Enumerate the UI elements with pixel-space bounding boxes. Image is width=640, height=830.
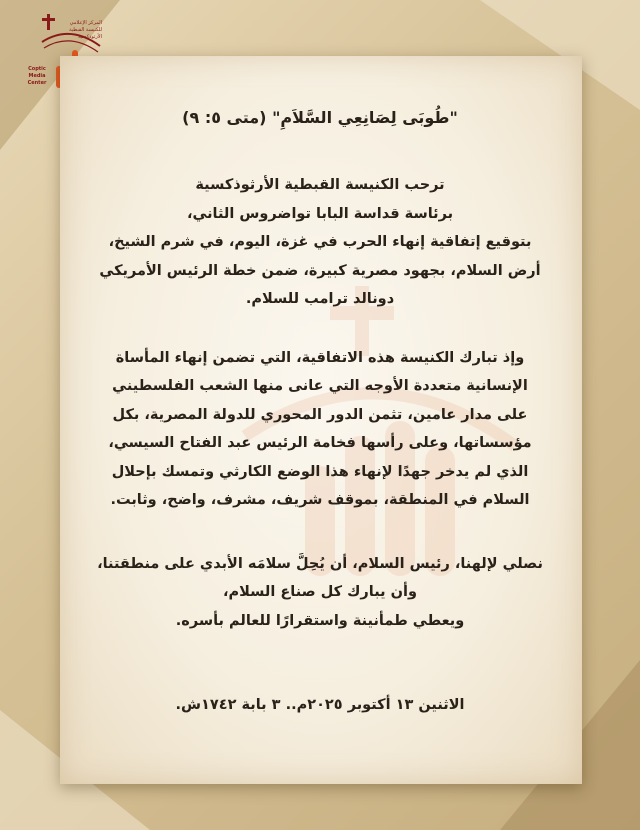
text-line: وأن يبارك كل صناع السلام، (223, 584, 417, 600)
bible-verse-heading: "طُوبَى لِصَانِعِي السَّلاَمِ" (متى ٥: ٩) (182, 108, 458, 127)
logo-arabic-text: المركز الإعلامي للكنيسة القبطية الأرثوذكسية (69, 20, 102, 40)
text-line: بتوقيع إتفاقية إنهاء الحرب في غزة، اليوم، في شرم الشيخ، (108, 234, 532, 250)
text-line: دونالد ترامب للسلام. (245, 291, 395, 307)
statement-date: الاثنين ١٣ أكتوبر ٢٠٢٥م.. ٣ بابة ١٧٤٢ش. (175, 697, 465, 713)
statement-content (95, 108, 545, 713)
paragraph-blessing (95, 344, 545, 515)
text-line: على مدار عامين، تثمن الدور المحوري للدولة المصرية، بكل (112, 406, 528, 423)
text-line: برئاسة قداسة البابا تواضروس الثاني، (186, 205, 454, 222)
paragraph-welcome (95, 171, 545, 314)
text-line: مؤسساتها، وعلى رأسها فخامة الرئيس عبد الفتاح السيسي، (108, 435, 532, 451)
text-line: وإذ تبارك الكنيسة هذه الاتفاقية، التي تضمن إنهاء المأساة (115, 349, 525, 366)
text-line: أرض السلام، بجهود مصرية كبيرة، ضمن خطة الرئيس الأمريكي (99, 262, 541, 279)
paragraph-prayer (95, 550, 545, 636)
logo-english-text: Coptic Media Center (27, 66, 47, 86)
text-line: نصلي لإلهنا، رئيس السلام، أن يُحِلَّ سلامَه الأبدي على منطقتنا، (97, 555, 543, 572)
text-line: السلام في المنطقة، بموقف شريف، مشرف، واضح، وثابت. (110, 492, 530, 508)
text-line: الذي لم يدخر جهدًا لإنهاء هذا الوضع الكارثي وتمسك بإحلال (111, 463, 529, 480)
text-line: ترحب الكنيسة القبطية الأرثوذكسية (195, 177, 445, 193)
text-line: ويعطي طمأنينة واستقرارًا للعالم بأسره. (175, 612, 465, 629)
text-line: الإنسانية متعددة الأوجه التي عانى منها الشعب الفلسطيني (112, 378, 528, 394)
